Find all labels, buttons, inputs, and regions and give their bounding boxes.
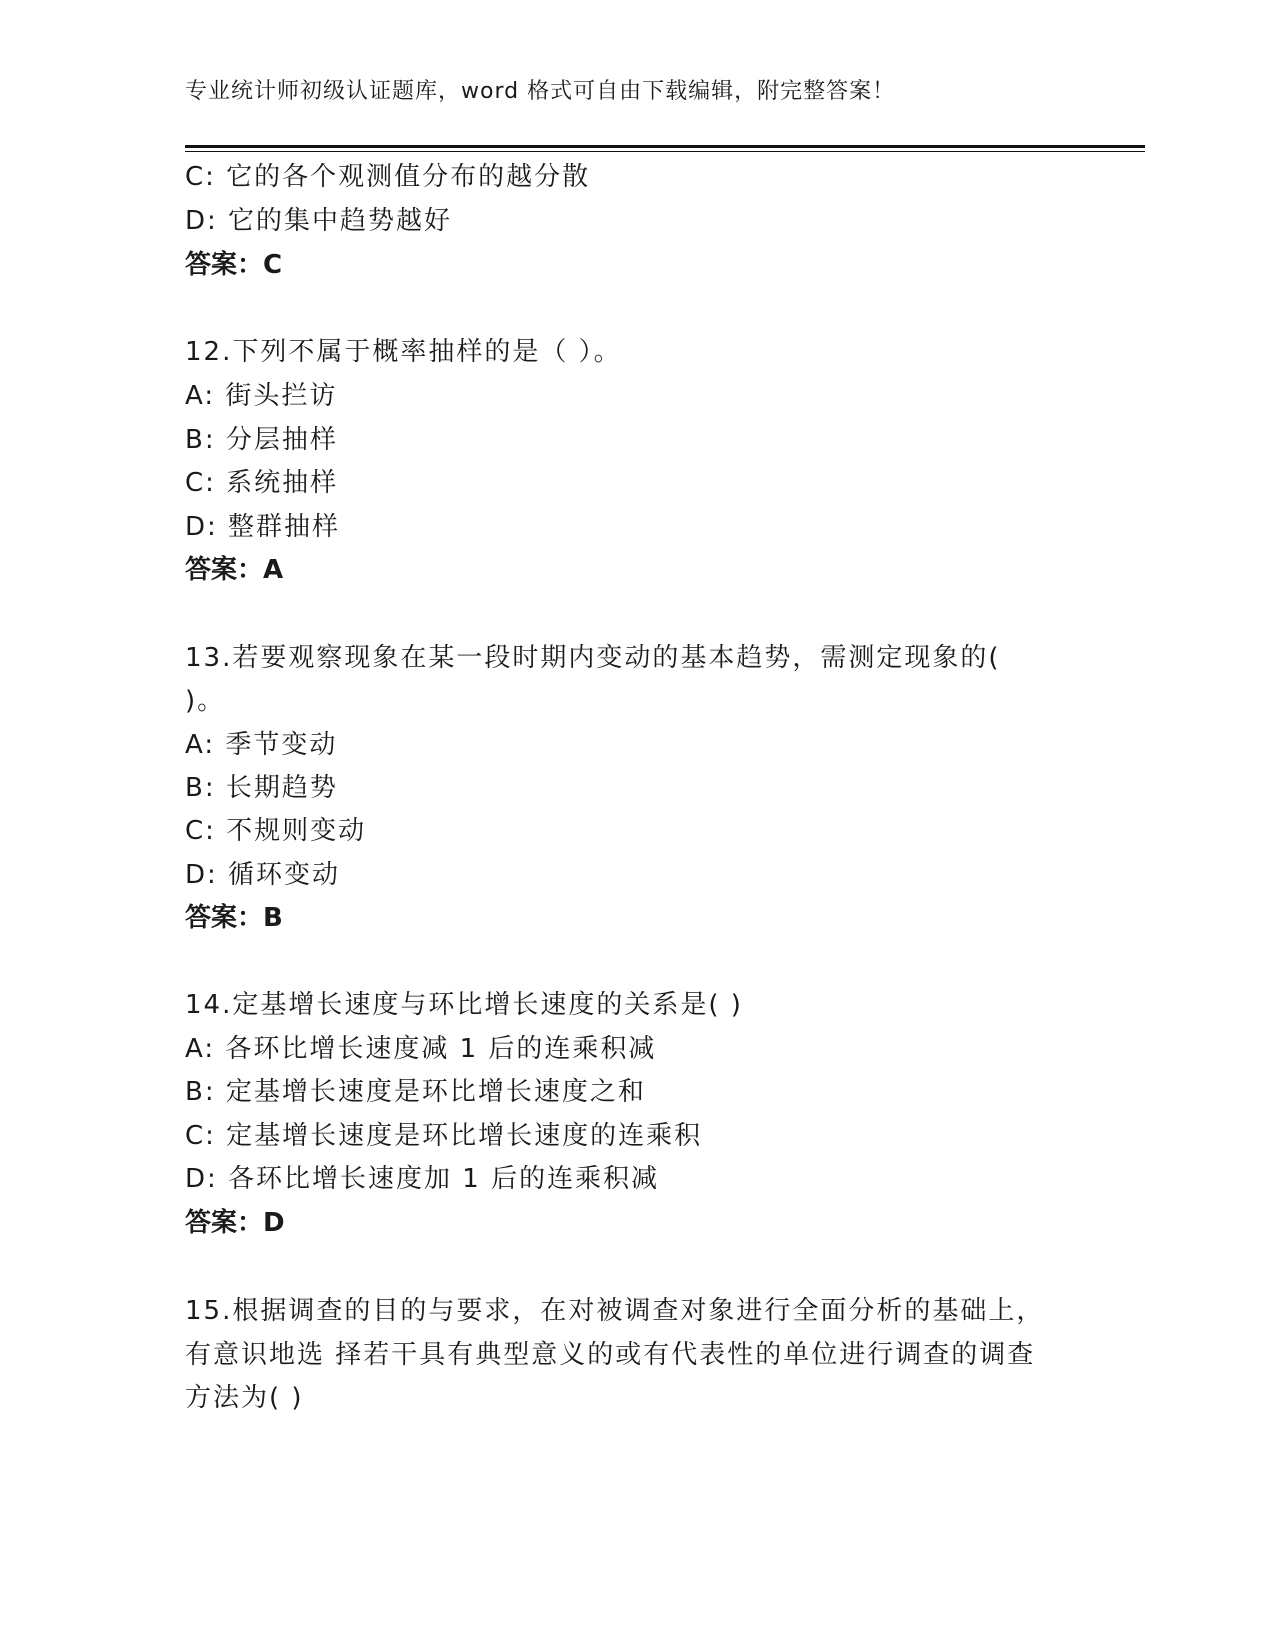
option-b: B: 定基增长速度是环比增长速度之和	[185, 1077, 646, 1107]
answer: 答案：C	[185, 250, 283, 280]
option-c: C: 它的各个观测值分布的越分散	[185, 162, 591, 192]
option-c: C: 系统抽样	[185, 468, 339, 498]
question-13-stem: 13.若要观察现象在某一段时期内变动的基本趋势，需测定现象的(	[185, 643, 1001, 673]
question-15-stem-cont: 有意识地选 择若干具有典型意义的或有代表性的单位进行调查的调查	[185, 1340, 1036, 1370]
question-15-stem: 15.根据调查的目的与要求，在对被调查对象进行全面分析的基础上，	[185, 1296, 1045, 1326]
option-d: D: 它的集中趋势越好	[185, 206, 453, 236]
answer: 答案：D	[185, 1208, 285, 1238]
option-a: A: 各环比增长速度减 1 后的连乘积减	[185, 1034, 657, 1064]
question-13-stem-cont: )。	[185, 686, 226, 716]
header-rule-thick	[185, 145, 1145, 148]
option-b: B: 分层抽样	[185, 425, 338, 455]
question-12-stem: 12.下列不属于概率抽样的是（ ）。	[185, 337, 622, 367]
option-d: D: 整群抽样	[185, 512, 341, 542]
answer: 答案：B	[185, 903, 283, 933]
option-b: B: 长期趋势	[185, 773, 338, 803]
option-a: A: 街头拦访	[185, 381, 338, 411]
option-d: D: 循环变动	[185, 860, 341, 890]
header-rule-thin	[185, 151, 1145, 152]
option-d: D: 各环比增长速度加 1 后的连乘积减	[185, 1164, 660, 1194]
answer: 答案：A	[185, 555, 284, 585]
question-15-stem-end: 方法为( )	[185, 1383, 304, 1413]
question-14-stem: 14.定基增长速度与环比增长速度的关系是( )	[185, 990, 743, 1020]
option-c: C: 不规则变动	[185, 816, 367, 846]
option-c: C: 定基增长速度是环比增长速度的连乘积	[185, 1121, 703, 1151]
page-header: 专业统计师初级认证题库，word 格式可自由下载编辑，附完整答案！	[185, 79, 896, 104]
option-a: A: 季节变动	[185, 730, 338, 760]
